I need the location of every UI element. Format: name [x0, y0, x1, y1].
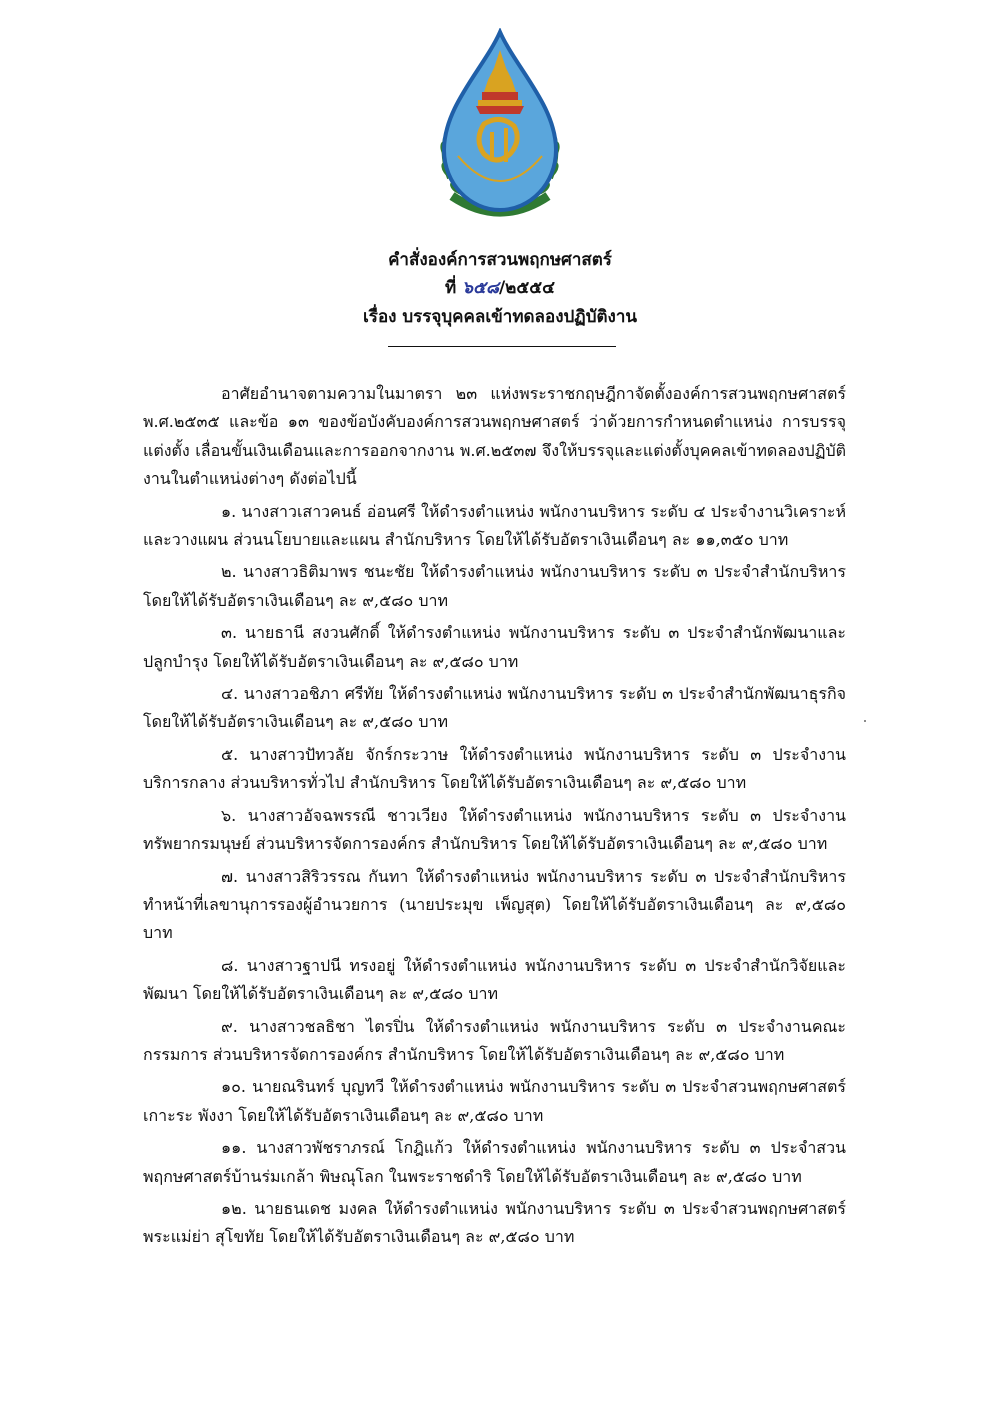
intro-paragraph: อาศัยอำนาจตามความในมาตรา ๒๓ แห่งพระราชกฤษฎีกาจัดตั้งองค์การสวนพฤกษศาสตร์ พ.ศ.๒๕๓๕ และข้อ ๑๓ ของข้อบังคับองค์การสวนพฤกษศาสตร์ ว่าด้วยการกำหนดตำแหน่ง การบรรจุ แต่งตั้ง เลื่อนขั้นเงินเดือนและการออกจากงาน พ.ศ.๒๕๓๗ จึงให้บรรจุและแต่งตั้งบุคคลเข้าทดลองปฏิบัติงานในตำแหน่งต่างๆ ดังต่อไปนี้ — [143, 384, 846, 489]
order-number-handwritten: ๖๕๘ — [462, 278, 499, 298]
appointment-item: ๒. นางสาวธิติมาพร ชนะชัย ให้ดำรงตำแหน่ง พนักงานบริหาร ระดับ ๓ ประจำสำนักบริหาร โดยให้ได้รับอัตราเงินเดือนๆ ละ ๙,๕๘๐ บาท — [143, 562, 846, 610]
appointment-item: ๑. นางสาวเสาวคนธ์ อ่อนศรี ให้ดำรงตำแหน่ง พนักงานบริหาร ระดับ ๔ ประจำงานวิเคราะห์และวางแผน ส่วนนโยบายและแผน สำนักบริหาร โดยให้ได้รับอัตราเงินเดือนๆ ละ ๑๑,๓๕๐ บาท — [143, 501, 846, 550]
organization-logo — [422, 28, 578, 224]
appointment-item: ๑๒. นายธนเดช มงคล ให้ดำรงตำแหน่ง พนักงานบริหาร ระดับ ๓ ประจำสวนพฤกษศาสตร์พระแม่ย่า สุโขทัย โดยให้ได้รับอัตราเงินเดือนๆ ละ ๙,๕๘๐ บาท — [143, 1198, 846, 1247]
appointment-item: ๘. นางสาวฐาปนี ทรงอยู่ ให้ดำรงตำแหน่ง พนักงานบริหาร ระดับ ๓ ประจำสำนักวิจัยและพัฒนา โดยให้ได้รับอัตราเงินเดือนๆ ละ ๙,๕๘๐ บาท — [143, 955, 846, 1004]
order-number — [0, 274, 1000, 301]
order-number-prefix: ที่ — [445, 278, 457, 298]
appointment-item: ๙. นางสาวชลธิชา ไตรปิ่น ให้ดำรงตำแหน่ง พนักงานบริหาร ระดับ ๓ ประจำงานคณะกรรมการ ส่วนบริหารจัดการองค์กร สำนักบริหาร โดยให้ได้รับอัตราเงินเดือนๆ ละ ๙,๕๘๐ บาท — [143, 1016, 846, 1064]
order-number-year: /๒๕๕๔ — [498, 278, 555, 298]
header-divider — [388, 346, 616, 347]
appointment-item: ๑๐. นายณรินทร์ บุญทวี ให้ดำรงตำแหน่ง พนักงานบริหาร ระดับ ๓ ประจำสวนพฤกษศาสตร์เกาะระ พังงา โดยให้ได้รับอัตราเงินเดือนๆ ละ ๙,๕๘๐ บาท — [143, 1077, 846, 1125]
appointment-item: ๗. นางสาวสิริวรรณ กันทา ให้ดำรงตำแหน่ง พนักงานบริหาร ระดับ ๓ ประจำสำนักบริหาร ทำหน้าที่เลขานุการรองผู้อำนวยการ (นายประมุข เพ็ญสุต) โดยให้ได้รับอัตราเงินเดือนๆ ละ ๙,๕๘๐ บาท — [143, 866, 846, 943]
appointment-item: ๓. นายธานี สงวนศักดิ์ ให้ดำรงตำแหน่ง พนักงานบริหาร ระดับ ๓ ประจำสำนักพัฒนาและปลูกบำรุง โดยให้ได้รับอัตราเงินเดือนๆ ละ ๙,๕๘๐ บาท — [143, 623, 846, 671]
appointment-item: ๑๑. นางสาวพัชราภรณ์ โกฎิแก้ว ให้ดำรงตำแหน่ง พนักงานบริหาร ระดับ ๓ ประจำสวนพฤกษศาสตร์บ้านร่มเกล้า พิษณุโลก ในพระราชดำริ โดยให้ได้รับอัตราเงินเดือนๆ ละ ๙,๕๘๐ บาท — [143, 1138, 846, 1186]
scan-speck — [864, 720, 866, 722]
order-title: คำสั่งองค์การสวนพฤกษศาสตร์ — [388, 250, 612, 270]
order-body — [143, 380, 846, 1252]
royal-crown-seal-icon — [422, 28, 578, 224]
appointment-item: ๖. นางสาวอัจฉพรรณี ชาวเวียง ให้ดำรงตำแหน่ง พนักงานบริหาร ระดับ ๓ ประจำงานทรัพยากรมนุษย์ ส่วนบริหารจัดการองค์กร สำนักบริหาร โดยให้ได้รับอัตราเงินเดือนๆ ละ ๙,๕๘๐ บาท — [143, 805, 846, 854]
appointment-item: ๔. นางสาวอชิภา ศรีทัย ให้ดำรงตำแหน่ง พนักงานบริหาร ระดับ ๓ ประจำสำนักพัฒนาธุรกิจ โดยให้ได้รับอัตราเงินเดือนๆ ละ ๙,๕๘๐ บาท — [143, 684, 846, 732]
order-subject: เรื่อง บรรจุบุคคลเข้าทดลองปฏิบัติงาน — [363, 307, 637, 327]
appointment-item: ๕. นางสาวปัทวลัย จักร์กระวาษ ให้ดำรงตำแหน่ง พนักงานบริหาร ระดับ ๓ ประจำงานบริการกลาง ส่วนบริหารทั่วไป สำนักบริหาร โดยให้ได้รับอัตราเงินเดือนๆ ละ ๙,๕๘๐ บาท — [143, 744, 846, 793]
